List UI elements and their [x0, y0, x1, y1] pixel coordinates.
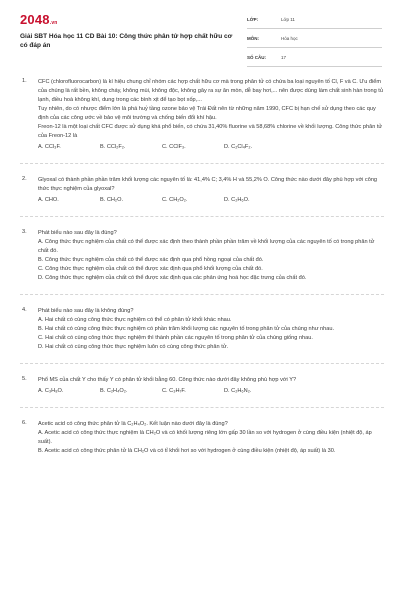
answer-option: A. Công thức thực nghiệm của chất có thể được xác định theo thành phần phần trăm về khối lượng của các nguyên tố có trong phân tử chất đó.	[38, 239, 375, 254]
meta-value: Lớp 11	[281, 16, 295, 22]
meta-key: MÔN:	[247, 35, 259, 41]
question-number: 5.	[22, 376, 27, 382]
answer-option: D. Công thức thực nghiệm của chất có thể được xác định qua các phản ứng hoá học đặc trưng của chất đó.	[38, 275, 307, 281]
logo-text: 2048	[20, 12, 50, 27]
question-paragraph: CFC (chlorofluorocarbon) là kí hiệu chung chỉ nhóm các hợp chất hữu cơ mà trong phân tử có chứa ba loại nguyên tố Cl, F và C. Ưu điểm của chúng là rất bền, không cháy, không mùi, không độc, không gây ra sự ăn mòn, dễ bay hơi,... nên được dùng làm chất sinh hàn trong tủ lạnh, điều hoà không khí, dung trong các bình xịt để tạo bọt xốp,...	[38, 79, 383, 103]
question-item	[20, 176, 384, 217]
answer-option: B. Acetic acid có công thức phân tử là CH₂O và có tỉ khối hơi so với hydrogen ở cùng điều kiện (nhiệt độ, áp suất) là 30.	[38, 448, 336, 454]
answer-option: C. CH₂O₂.	[162, 197, 188, 203]
answer-options	[38, 238, 384, 283]
answer-options	[38, 143, 384, 152]
question-number: 1.	[22, 78, 27, 84]
question-text	[38, 176, 384, 194]
answer-options	[38, 387, 384, 396]
site-logo[interactable]	[20, 12, 58, 27]
meta-row-question-count	[247, 48, 382, 67]
answer-option: C. Hai chất có cùng công thức thực nghiệm thì thành phần các nguyên tố trong phân tử của chúng giống nhau.	[38, 335, 313, 341]
question-item	[20, 229, 384, 295]
question-text	[38, 307, 384, 316]
answer-options	[38, 429, 384, 456]
answer-option: A. CHO.	[38, 197, 59, 203]
answer-option: B. Công thức thực nghiệm của chất có thể được xác định qua phổ hồng ngoại của chất đó.	[38, 257, 264, 263]
question-number: 3.	[22, 229, 27, 235]
question-item	[20, 307, 384, 364]
question-number: 2.	[22, 176, 27, 182]
meta-key: LỚP:	[247, 16, 259, 22]
question-paragraph: Phổ MS của chất Y cho thấy Y có phân tử khối bằng 60. Công thức nào dưới đây không phù hợp với Y?	[38, 377, 297, 383]
answer-option: A. CCl₃F.	[38, 144, 61, 150]
question-paragraph: Phát biểu nào sau đây là không đúng?	[38, 308, 134, 314]
meta-row-subject	[247, 29, 382, 48]
answer-option: D. C₂Cl₄F₂.	[224, 144, 253, 150]
answer-option: B. Hai chất có cùng công thức thực nghiệm có phần trăm khối lượng các nguyên tố trong phân tử của chúng như nhau.	[38, 326, 335, 332]
answer-option: B. CH₂O.	[100, 197, 123, 203]
question-text	[38, 376, 384, 385]
question-paragraph: Glyoxal có thành phần phần trăm khối lượng các nguyên tố là: 41,4% C; 3,4% H và 55,2% O. Công thức nào dưới đây phù hợp với công thức thực nghiệm của glyoxal?	[38, 177, 378, 192]
answer-option: D. Hai chất có cùng công thức thực nghiệm luôn có cùng công thức phân tử.	[38, 344, 229, 350]
question-list	[20, 78, 384, 479]
meta-row-grade	[247, 10, 382, 29]
answer-option: D. C₂H₆N₂.	[224, 388, 252, 394]
answer-option: B. CCl₂F₂.	[100, 144, 126, 150]
answer-options	[38, 196, 384, 205]
header	[0, 0, 400, 70]
answer-option: D. C₂H₆O.	[224, 197, 250, 203]
answer-option: A. Hai chất có cùng công thức thực nghiệm có thể có phân tử khối khác nhau.	[38, 317, 232, 323]
answer-option: A. C₃H₈O.	[38, 388, 64, 394]
question-item	[20, 420, 384, 467]
question-paragraph: Phát biểu nào sau đây là đúng?	[38, 230, 117, 236]
question-paragraph: Freon-12 là một loại chất CFC được sử dụng khá phổ biến, có chứa 31,40% fluorine và 58,68% chlorine về khối lượng. Công thức phân tử của Freon-12 là	[38, 124, 383, 139]
question-text	[38, 420, 384, 429]
logo-suffix: .vn	[49, 20, 58, 26]
question-item	[20, 376, 384, 408]
document-title: Giải SBT Hóa học 11 CD Bài 10: Công thức phân tử hợp chất hữu cơ có đáp án	[20, 33, 233, 49]
question-text	[38, 78, 384, 141]
answer-option: B. C₂H₄O₂.	[100, 388, 128, 394]
meta-value: 17	[281, 54, 287, 60]
question-paragraph: Acetic acid có công thức phân tử là C₂H₄O₂. Kết luận nào dưới đây là đúng?	[38, 421, 228, 427]
meta-table	[247, 10, 382, 67]
question-item	[20, 78, 384, 164]
question-paragraph: Tuy nhiên, do có nhược điểm lớn là phá huỷ tầng ozone bảo vệ Trái Đất nên từ những năm 1990, CFC bị hạn chế sử dụng theo các quy định của các công ước về bảo vệ môi trường và chống biến đổi khí hậu.	[38, 106, 376, 121]
answer-option: C. CClF₃.	[162, 144, 186, 150]
meta-value: Hóa học	[281, 35, 298, 41]
answer-option: A. Acetic acid có công thức thực nghiệm là CH₂O và có khối lượng riêng lớn gấp 30 lần so với hydrogen ở cùng điều kiện (nhiệt độ, áp suất).	[38, 430, 372, 445]
question-number: 6.	[22, 420, 27, 426]
question-number: 4.	[22, 307, 27, 313]
question-text	[38, 229, 384, 238]
answer-option: C. Công thức thực nghiệm của chất có thể được xác định qua phổ khối lượng của chất đó.	[38, 266, 263, 272]
answer-options	[38, 316, 384, 352]
meta-key: SỐ CÂU:	[247, 54, 266, 60]
answer-option: C. C₃H₇F.	[162, 388, 186, 394]
